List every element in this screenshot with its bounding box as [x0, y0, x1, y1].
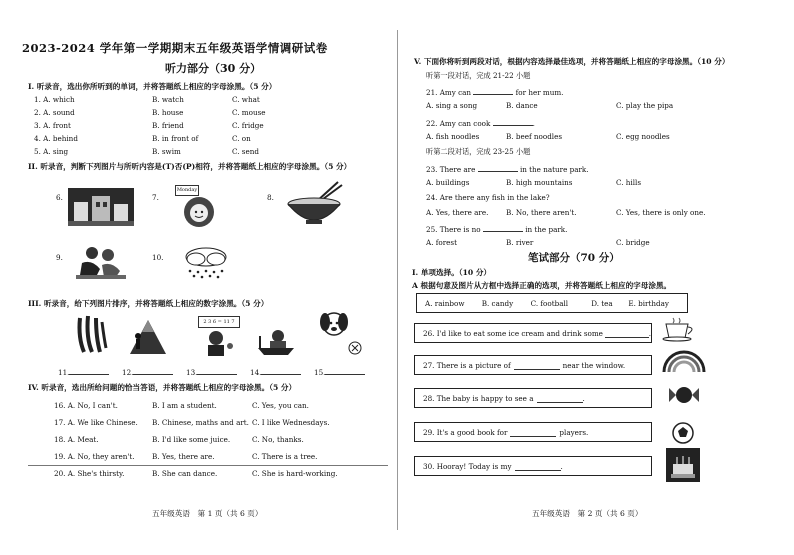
rain-cloud-icon [178, 245, 234, 279]
candy-image [668, 380, 700, 410]
question-27: 27. There is a picture of near the window. [414, 355, 652, 375]
answer-blank: 13. [186, 366, 237, 377]
question-26: 26. I'd like to eat some ice cream and drink some . [414, 323, 652, 343]
student-at-board-image: 2 3 6 = 11 7 [194, 316, 242, 356]
boy-in-boat-image [256, 328, 296, 356]
exam-title: 2023-2024 学年第一学期期末五年级英语学情调研试卷 [22, 41, 328, 55]
section-5-heading: V. 下面你将听到两段对话，根据内容选择最佳选项，并将答题纸上相应的字母涂黑。（10 分） [414, 57, 730, 66]
page-divider [397, 30, 398, 530]
right-page: V. 下面你将听到两段对话，根据内容选择最佳选项，并将答题纸上相应的字母涂黑。（10 分） 听第一段对话，完成 21-22 小题 21. Amy can for her mum. A. sing a song B. dance C. play the pipa 22. Amy can cook . A. fish noodles B. beef noodles C. egg noodles 听第二段对话，完成 23-25 小题 23. There are in the nature park. A. buildings B. high mountains C. hills 24. Are there any fish in the lake? A. Yes, there are. B. No, there aren't. C. Yes, there is only one. 25. There is no in the park. A. forest B. river C. bridge 笔试部分（70 分） I. 单项选择。（10 分） A 根据句意及图片从方框中选择正确的选项，并将答题纸上相应的字母涂黑。 A. rainbow B. candy C. football D. tea E. birthday 26. I'd like to eat some ice cream and drink some . 27. There is a picture of near the window. 28. The baby is happy to see a . 29. It's a good book for players. 30. Hooray! Today is my . 五年级英语 第 2 页（共 6 页） [412, 57, 730, 518]
dialogue-2-note: 听第二段对话，完成 23-25 小题 [426, 147, 531, 156]
left-page: 2023-2024 学年第一学期期末五年级英语学情调研试卷 听力部分（30 分） I. 听录音，选出你所听到的单词，并将答题纸上相应的字母涂黑。（5 分） 1. A. which B. watch C. what 2. A. sound B. house C. mouse 3. A. front B. friend C. fridge 4. A. behind B. in front of C. on 5. A. sing B. swim C. send II. 听录音，判断下列图片与所听内容是(T)否(P)相符，并将答题纸上相应的字母涂黑。（5 分） 6. 7. Monday 8. 9. 10. III. 听录音，给下列图片排序，并将答题纸上相应的数字涂黑。（5 分） 2 3 6 = 11 7 11. 12. 13. 14. 15. IV. 听录音，选出所给问题的恰当答语，并将答题纸上相应的字母涂黑。（5 分） 16. A. No, I can't. B. I am a student. C. Yes, you can. 17. A. We like Chinese. B. Chinese, maths and art. C. I like Wednesdays. 18. A. Meat. B. I'd like some juice. C. No, thanks. 19. A. No, they aren't. B. Yes, there are. C. There is a tree. 20. A. She's thirsty. B. She can dance. C. She is hard-working. 五年级英语 第 1 页（共 6 页） [0, 0, 397, 555]
section-1-heading: I. 听录音，选出你所听到的单词，并将答题纸上相应的字母涂黑。（5 分） [28, 82, 277, 91]
question-25: 25. There is no in the park. [426, 225, 568, 234]
answer-blank: 12. [122, 366, 173, 377]
answer-blank: 11. [58, 366, 109, 377]
chili-peppers-image [74, 314, 108, 354]
written-subtitle: 笔试部分（70 分） [528, 252, 620, 264]
section-I-instruction: A 根据句意及图片从方框中选择正确的选项，并将答题纸上相应的字母涂黑。 [412, 281, 672, 290]
section-4-heading: IV. 听录音，选出所给问题的恰当答语，并将答题纸上相应的字母涂黑。（5 分） [28, 383, 297, 392]
question-21: 21. Amy can for her mum. [426, 88, 564, 97]
section-2-heading: II. 听录音，判断下列图片与所听内容是(T)否(P)相符，并将答题纸上相应的字母涂黑。（5 分） [28, 162, 352, 171]
dialogue-1-note: 听第一段对话，完成 21-22 小题 [426, 71, 531, 80]
noodle-bowl-image [286, 180, 346, 230]
rainbow-image [662, 348, 706, 374]
girl-with-sign-image: Monday [175, 185, 219, 229]
football-image [670, 420, 696, 446]
answer-blank: 15. [314, 366, 365, 377]
word-bank: A. rainbow B. candy C. football D. tea E. birthday [416, 293, 688, 313]
question-29: 29. It's a good book for players. [414, 422, 652, 442]
question-30: 30. Hooray! Today is my . [414, 456, 652, 476]
teacup-image [658, 316, 700, 342]
page-footer-2: 五年级英语 第 2 页（共 6 页） [532, 509, 643, 518]
birthday-cake-image [666, 448, 700, 482]
town-scene-image [68, 188, 134, 226]
kids-playing-image [76, 243, 126, 279]
section-I-heading: I. 单项选择。（10 分） [412, 268, 491, 277]
dog-and-ball-image [316, 310, 364, 356]
question-24: 24. Are there any fish in the lake? [426, 193, 550, 202]
divider-line [28, 465, 388, 466]
question-23: 23. There are in the nature park. [426, 165, 589, 174]
mountain-hiker-image [128, 314, 168, 356]
question-22: 22. Amy can cook . [426, 119, 535, 128]
answer-blank: 14. [250, 366, 301, 377]
section-3-heading: III. 听录音，给下列图片排序，并将答题纸上相应的数字涂黑。（5 分） [28, 299, 269, 308]
question-28: 28. The baby is happy to see a . [414, 388, 652, 408]
listening-subtitle: 听力部分（30 分） [165, 62, 262, 75]
page-footer-1: 五年级英语 第 1 页（共 6 页） [152, 509, 263, 518]
